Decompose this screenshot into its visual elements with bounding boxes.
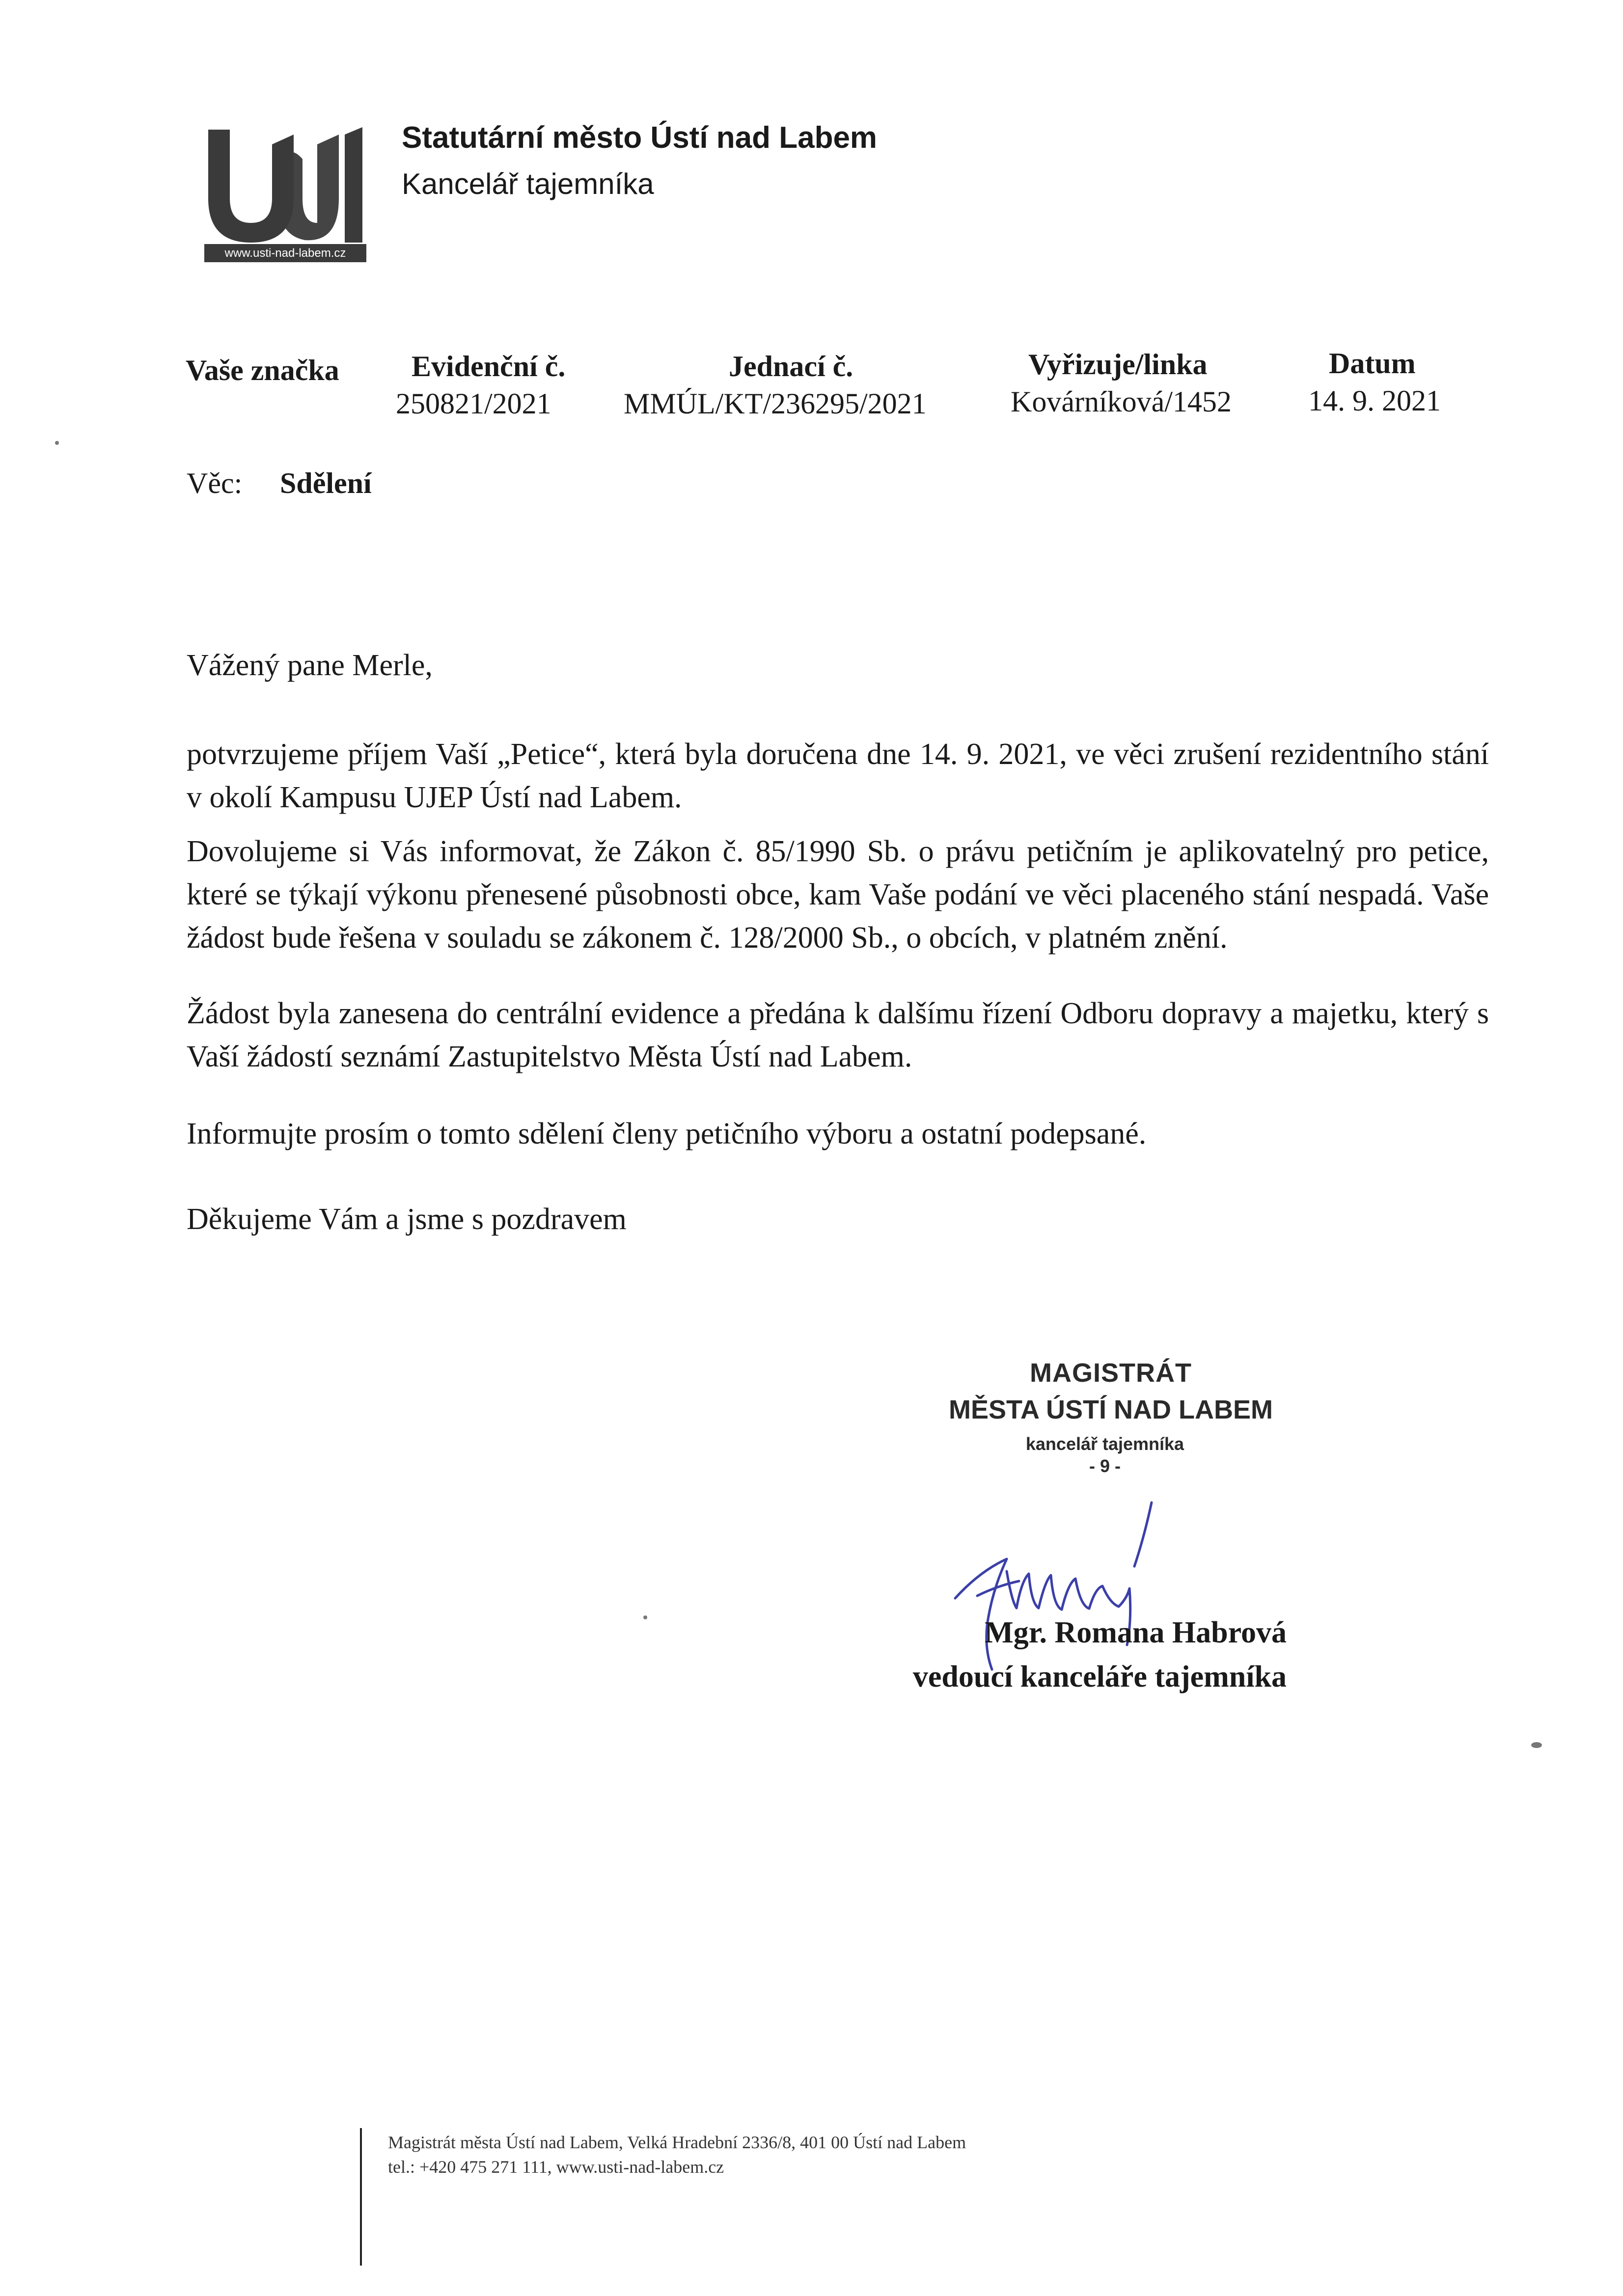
- body-paragraph-4: Informujte prosím o tomto sdělení členy petičního výboru a ostatní podepsané.: [187, 1117, 1147, 1150]
- closing-line: Děkujeme Vám a jsme s pozdravem: [187, 1203, 627, 1236]
- reference-number-value: MMÚL/KT/236295/2021: [624, 387, 927, 420]
- handled-by-value: Kovárníková/1452: [1011, 385, 1232, 418]
- date-label: Datum: [1329, 347, 1416, 380]
- evidence-number-value: 250821/2021: [396, 387, 551, 420]
- footer-contact: tel.: +420 475 271 111, www.usti-nad-labem.cz: [388, 2157, 724, 2177]
- footer-address: Magistrát města Ústí nad Labem, Velká Hradební 2336/8, 401 00 Ústí nad Labem: [388, 2132, 966, 2152]
- stamp-line-1: MAGISTRÁT: [1030, 1358, 1192, 1388]
- body-paragraph-3: Žádost byla zanesena do centrální evidence a předána k dalšímu řízení Odboru dopravy a majetku, který s Vaší žádostí seznámí Zastupitelstvo Města Ústí nad Labem.: [187, 997, 1489, 1073]
- stamp-line-3: kancelář tajemníka: [1025, 1434, 1184, 1454]
- scan-speck: [55, 441, 59, 445]
- city-logo-icon: [204, 125, 366, 262]
- scan-speck: [643, 1615, 647, 1619]
- reference-number-label: Jednací č.: [729, 350, 853, 383]
- scan-speck: [1531, 1742, 1542, 1748]
- evidence-number-label: Evidenční č.: [412, 350, 566, 383]
- logo-url-label: www.usti-nad-labem.cz: [204, 244, 366, 262]
- footer-divider: [360, 2128, 362, 2266]
- organization-name: Statutární město Ústí nad Labem: [402, 121, 878, 155]
- your-reference-label: Vaše značka: [186, 354, 339, 386]
- body-paragraph-2: Dovolujeme si Vás informovat, že Zákon č. 85/1990 Sb. o právu petičním je aplikovatelný pro petice, které se týkají výkonu přenesené působnosti obce, kam Vaše podání ve věci placeného stání nespadá. Vaše žádost bude řešena v souladu se zákonem č. 128/2000 Sb., o obcích, v platném znění.: [187, 835, 1489, 955]
- organization-department: Kancelář tajemníka: [402, 167, 654, 200]
- handled-by-label: Vyřizuje/linka: [1028, 348, 1208, 381]
- date-value: 14. 9. 2021: [1308, 384, 1441, 417]
- stamp-line-4: - 9 -: [1089, 1456, 1121, 1476]
- subject-value: Sdělení: [280, 467, 372, 499]
- body-paragraph-1: potvrzujeme příjem Vaší „Petice“, která byla doručena dne 14. 9. 2021, ve věci zrušení rezidentního stání v okolí Kampusu UJEP Ústí nad Labem.: [187, 738, 1489, 814]
- signatory-name: Mgr. Romana Habrová: [985, 1616, 1287, 1649]
- signatory-role: vedoucí kanceláře tajemníka: [912, 1660, 1287, 1694]
- subject-label: Věc:: [187, 467, 243, 499]
- salutation: Vážený pane Merle,: [187, 649, 433, 682]
- stamp-line-2: MĚSTA ÚSTÍ NAD LABEM: [949, 1395, 1273, 1424]
